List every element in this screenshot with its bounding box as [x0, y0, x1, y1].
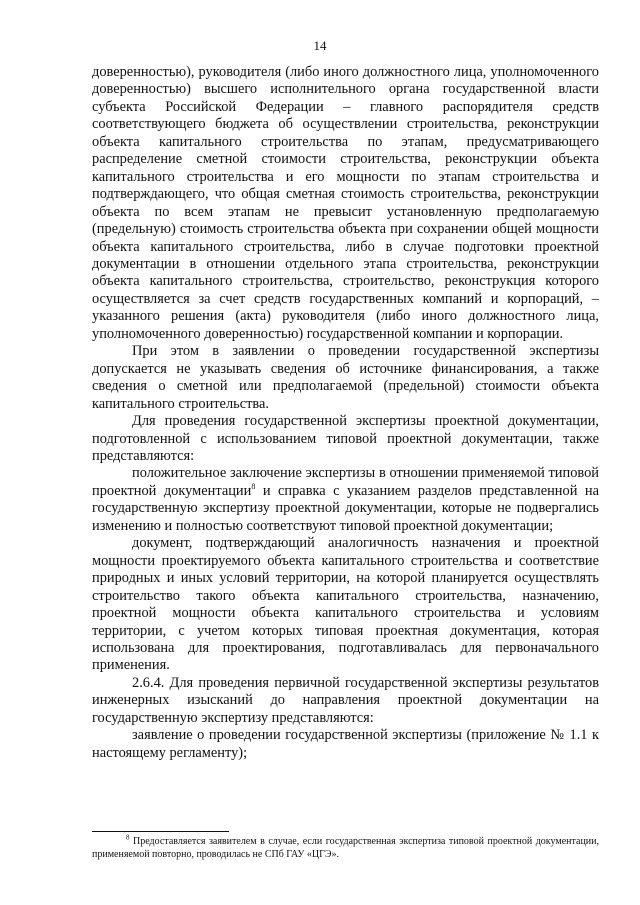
- paragraph-4-start: положительное заключение экспертизы в отношении применяемой типовой проектной документации: [92, 465, 599, 499]
- footnote-text: Предоставляется заявителем в случае, если государственная экспертиза типовой проектной документации, применяемой повторно, проводилась не СПб ГАУ «ЦГЭ».: [92, 836, 599, 860]
- footnote-reference: 8: [251, 482, 256, 492]
- paragraph-6: 2.6.4. Для проведения первичной государственной экспертизы результатов инженерных изысканий до направления проектной документации на государственную экспертизу представляются:: [92, 674, 599, 726]
- paragraph-4: [92, 465, 599, 535]
- footnote-marker: 8: [126, 833, 130, 842]
- paragraph-5: документ, подтверждающий аналогичность назначения и проектной мощности проектируемого объекта капитального строительства и соответствие природных и иных условий территории, на которой планируется осуществлять строительство такого объекта капитального строительства, назначению, проектной мощности объекта капитального строительства и условиям территории, с учетом которых типовая проектная документация, которая использована для проектирования, подготавливалась для первоначального применения.: [92, 535, 599, 674]
- paragraph-7: заявление о проведении государственной экспертизы (приложение № 1.1 к настоящему регламенту);: [92, 727, 599, 761]
- page-number: 14: [313, 38, 327, 53]
- footnote-separator: [92, 831, 229, 832]
- paragraph-1: доверенностью), руководителя (либо иного должностного лица, уполномоченного доверенностью) высшего исполнительного органа государственной власти субъекта Российской Федерации – главного распорядителя средств соответствующего бюджета об осуществлении строительства, реконструкции объекта капитального строительства по этапам, предусматривающего распределение сметной стоимости строительства, реконструкции объекта капитального строительства и его мощности по этапам строительства и подтверждающего, что общая сметная стоимость строительства, реконструкции объекта по всем этапам не превысит установленную предполагаемую (предельную) стоимость строительства объекта при сохранении общей мощности объекта капитального строительства, либо в случае подготовки проектной документации в отношении отдельного этапа строительства, реконструкции объекта капитального строительства, строительство, реконструкция которого осуществляется за счет средств государственных компаний и корпораций, – указанного решения (акта) руководителя (либо иного должностного лица, уполномоченного доверенностью) государственной компании и корпорации.: [92, 64, 599, 342]
- paragraph-2: При этом в заявлении о проведении государственной экспертизы допускается не указывать сведения об источнике финансирования, а также сведения о сметной или предполагаемой (предельной) стоимости объекта капитального строительства.: [92, 343, 599, 412]
- footnote: [92, 835, 599, 861]
- paragraph-3: Для проведения государственной экспертизы проектной документации, подготовленной с использованием типовой проектной документации, также представляются:: [92, 413, 599, 464]
- paragraph-4-end: и справка с указанием разделов представленной на государственную экспертизу проектной документации, которые не подвергались изменению и полностью соответствуют типовой проектной документации;: [92, 482, 599, 534]
- document-body: [92, 64, 599, 762]
